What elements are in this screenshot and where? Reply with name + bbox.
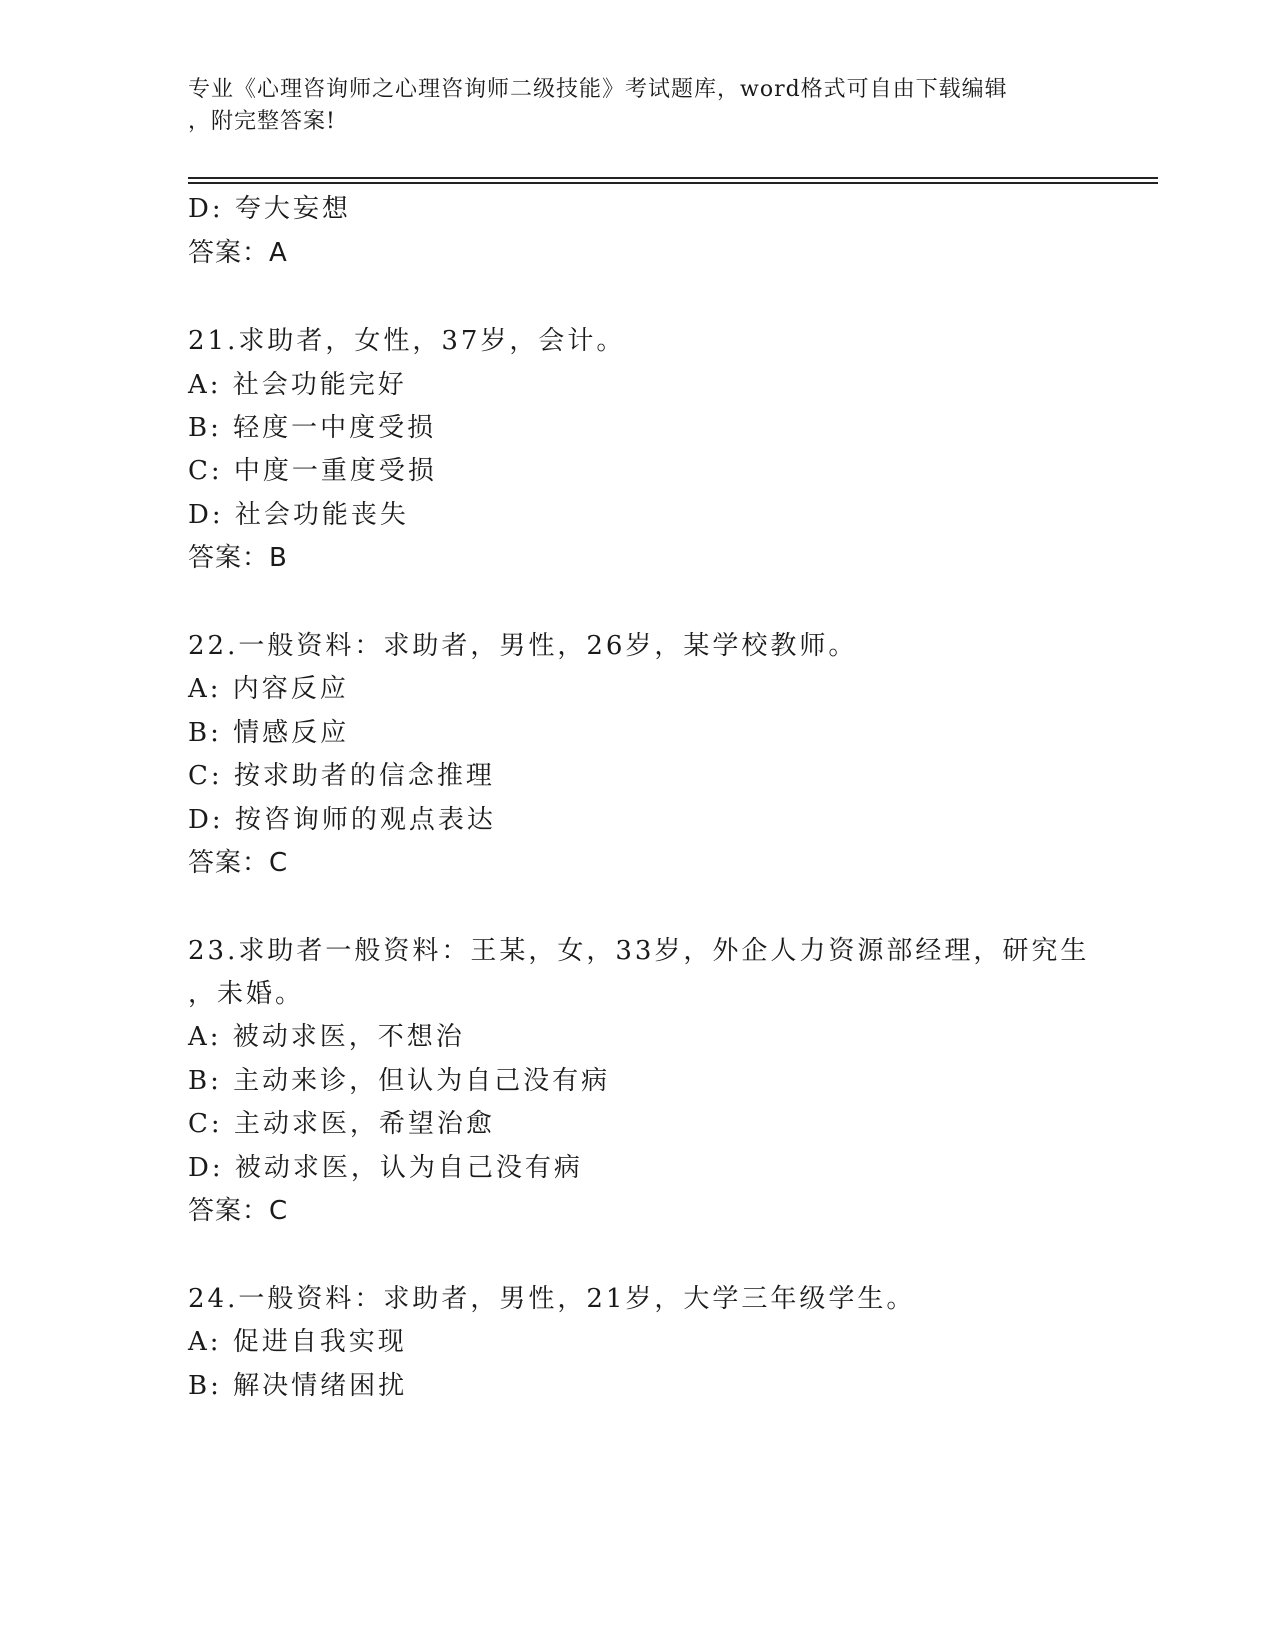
question-23-stem: 23.求助者一般资料：王某，女，33岁，外企人力资源部经理，研究生 bbox=[188, 936, 1090, 966]
question-21-answer: 答案：B bbox=[188, 543, 288, 573]
document-header bbox=[188, 74, 1088, 138]
question-23-option-a: A: 被动求医，不想治 bbox=[188, 1022, 465, 1052]
question-21-option-a: A: 社会功能完好 bbox=[188, 370, 407, 400]
header-line-2: ，附完整答案! bbox=[188, 109, 336, 134]
question-22-option-b: B: 情感反应 bbox=[188, 718, 350, 748]
question-21-option-b: B: 轻度一中度受损 bbox=[188, 413, 437, 443]
question-22-answer: 答案：C bbox=[188, 848, 289, 878]
prev-option-d: D: 夸大妄想 bbox=[188, 194, 351, 224]
header-line-1: 专业《心理咨询师之心理咨询师二级技能》考试题库，word格式可自由下载编辑 bbox=[188, 77, 1008, 102]
question-24-option-b: B: 解决情绪困扰 bbox=[188, 1371, 408, 1401]
question-23-option-d: D: 被动求医，认为自己没有病 bbox=[188, 1153, 583, 1183]
question-22-stem: 22.一般资料：求助者，男性，26岁，某学校教师。 bbox=[188, 631, 858, 661]
question-24-option-a: A: 促进自我实现 bbox=[188, 1327, 407, 1357]
header-divider-top bbox=[188, 177, 1158, 179]
question-23-option-c: C: 主动求医，希望治愈 bbox=[188, 1109, 495, 1139]
question-23-stem-continued: ，未婚。 bbox=[188, 979, 305, 1009]
question-23-answer: 答案：C bbox=[188, 1196, 289, 1226]
question-22-option-d: D: 按咨询师的观点表达 bbox=[188, 805, 496, 835]
question-21-stem: 21.求助者，女性，37岁，会计。 bbox=[188, 326, 626, 356]
prev-answer: 答案：A bbox=[188, 238, 288, 268]
question-22-option-c: C: 按求助者的信念推理 bbox=[188, 761, 495, 791]
question-23-option-b: B: 主动来诊，但认为自己没有病 bbox=[188, 1066, 611, 1096]
question-24-stem: 24.一般资料：求助者，男性，21岁，大学三年级学生。 bbox=[188, 1284, 916, 1314]
question-21-option-d: D: 社会功能丧失 bbox=[188, 500, 409, 530]
header-divider-bottom bbox=[188, 182, 1158, 184]
question-21-option-c: C: 中度一重度受损 bbox=[188, 456, 437, 486]
question-22-option-a: A: 内容反应 bbox=[188, 674, 349, 704]
